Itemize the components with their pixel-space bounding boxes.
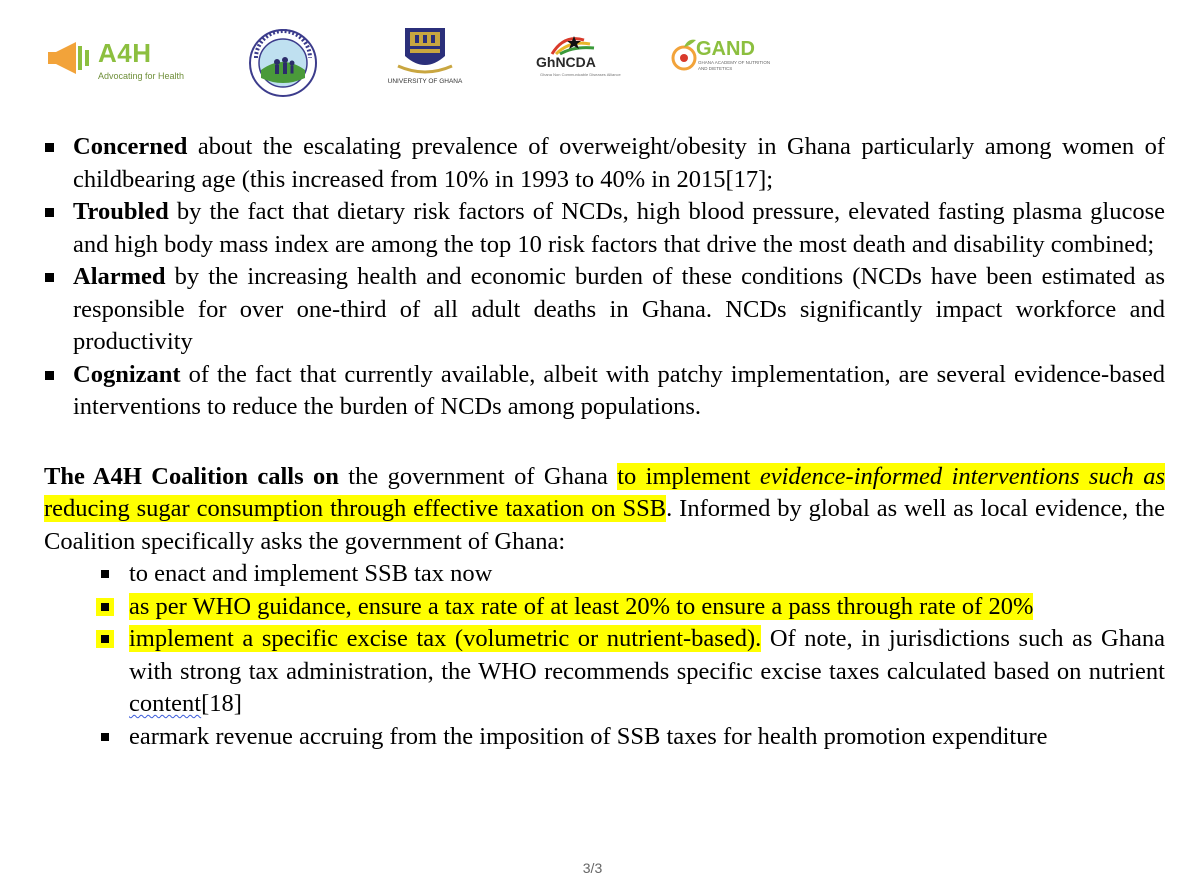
list-item: [100, 623, 1165, 721]
logo-bar: [0, 0, 1200, 110]
university-of-ghana-logo: [380, 26, 470, 92]
preamble-bullet-list: [44, 131, 1165, 424]
page-number: 3/3: [582, 860, 603, 876]
ghncda-star-icon: [534, 34, 614, 56]
ask-text: to enact and implement SSB tax now: [129, 560, 493, 587]
ghncda-logo-subtitle: Ghana Non Communicable Diseases Alliance: [540, 72, 621, 77]
a4h-logo-text: A4H: [98, 38, 152, 68]
ghncda-logo: [534, 34, 621, 84]
a4h-logo: [46, 38, 196, 88]
list-item: [44, 359, 1165, 424]
gand-logo-text: GAND: [696, 38, 755, 60]
megaphone-icon: [46, 38, 96, 78]
ug-logo-caption: UNIVERSITY OF GHANA: [387, 78, 463, 85]
citation-ref: [18]: [201, 690, 242, 717]
list-item: [44, 196, 1165, 261]
ask-text: Of note, in jurisdictions such as Ghana with strong tax administration, the WHO recommends specific excise taxes calculated based on nutrient: [129, 625, 1165, 685]
ghpha-logo: [248, 28, 318, 98]
bullet-lead-word: Troubled: [73, 198, 169, 225]
ghpha-seal-icon: [248, 28, 318, 98]
spellcheck-underlined-word: content: [129, 690, 202, 717]
highlighted-text: per WHO guidance, ensure a tax rate of at least 20% to ensure a pass through rate of 20%: [155, 592, 1034, 620]
call-to-action-paragraph: [44, 461, 1165, 559]
bullet-text: by the increasing health and economic burden of these conditions (NCDs have been estimated as responsible for over one-third of all adult deaths in Ghana. NCDs significantly impact workforce and productivity: [73, 263, 1165, 355]
list-item: [44, 131, 1165, 196]
bullet-text: about the escalating prevalence of overweight/obesity in Ghana particularly among women of childbearing age (this increased from 10% in 1993 to 40% in 2015[17];: [73, 133, 1165, 193]
call-text: . Informed by global as well as local evidence, the Coalition specifically asks the government of Ghana:: [44, 495, 1165, 555]
a4h-logo-tagline: Advocating for Health: [98, 71, 185, 81]
gand-logo-subtitle: GHANA ACADEMY OF NUTRITION AND DIETETICS: [698, 60, 771, 71]
bullet-text: by the fact that dietary risk factors of NCDs, high blood pressure, elevated fasting plasma glucose and high body mass index are among the top 10 risk factors that drive the most death and disability combined;: [73, 198, 1165, 258]
bullet-lead-word: Cognizant: [73, 360, 181, 388]
list-item: [100, 558, 1165, 591]
asks-bullet-list: [44, 558, 1165, 753]
call-lead: The A4H Coalition calls on: [44, 462, 339, 490]
highlighted-text: to implement: [617, 462, 760, 490]
highlighted-text: reducing sugar consumption through effective taxation on SSB: [44, 495, 667, 522]
call-text: the government of Ghana: [338, 462, 618, 490]
ghncda-logo-text: GhNCDA: [536, 54, 596, 70]
bullet-text: of the fact that currently available, albeit with patchy implementation, are several evidence-based interventions to reduce the burden of NCDs among populations.: [73, 360, 1165, 420]
ask-text: earmark revenue accruing from the imposition of SSB taxes for health promotion expenditure: [129, 722, 1048, 750]
list-item: [44, 261, 1165, 359]
ug-crest-icon: [380, 26, 470, 78]
bullet-lead-word: Concerned: [73, 133, 188, 160]
document-body: [44, 131, 1165, 753]
gand-logo: [670, 36, 780, 76]
highlighted-text: as: [129, 592, 156, 620]
list-item: [100, 721, 1165, 754]
highlighted-text: implement a specific excise tax (volumetric or nutrient-based).: [129, 625, 762, 652]
highlighted-italic-text: evidence-informed interventions such as: [759, 462, 1165, 490]
fruit-icon: [670, 36, 698, 76]
bullet-lead-word: Alarmed: [73, 263, 166, 290]
list-item: [100, 591, 1165, 624]
